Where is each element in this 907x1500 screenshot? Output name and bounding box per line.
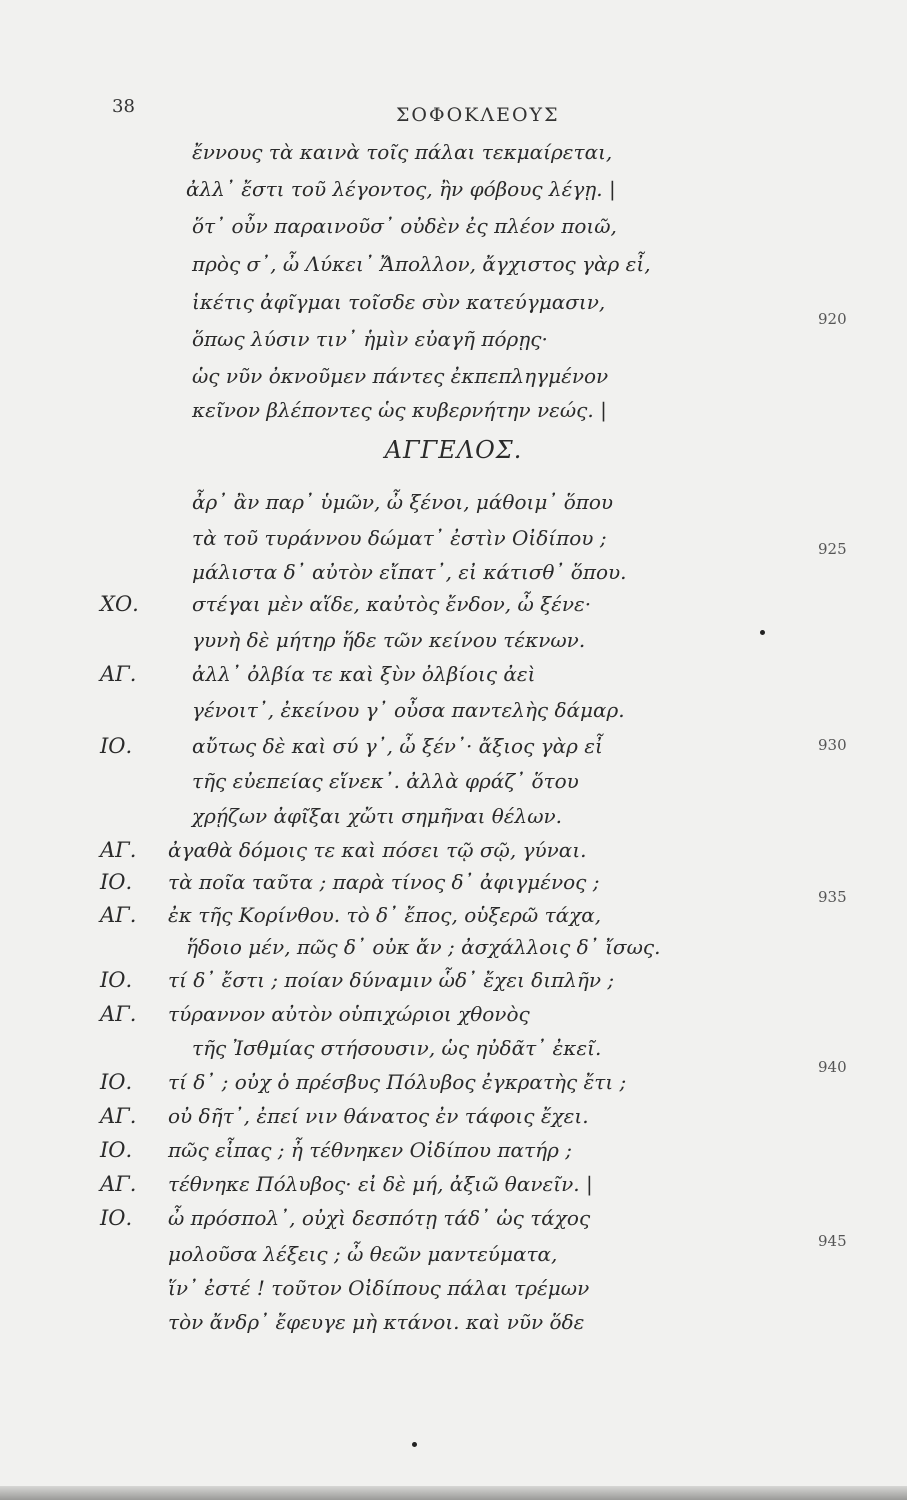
verse-text: τὰ τοῦ τυράννου δώματ᾽ ἐστὶν Οἰδίπου ; [192,526,607,550]
speaker-label: ΧΟ. [100,592,139,616]
speaker-label: ΑΓ. [100,903,137,927]
verse-line [0,490,907,522]
line-number: 920 [818,310,847,328]
verse-text: ὦ πρόσπολ᾽, οὐχὶ δεσπότῃ τάδ᾽ ὡς τάχος [168,1206,591,1230]
verse-line [0,1242,907,1274]
verse-text: κεῖνον βλέποντες ὡς κυβερνήτην νεώς. | [192,398,607,422]
verse-line [0,1002,907,1034]
verse-text: χρῄζων ἀφῖξαι χὤτι σημῆναι θέλων. [192,804,563,828]
speaker-label: ΙΟ. [100,870,133,894]
verse-text: ἐκ τῆς Κορίνθου. τὸ δ᾽ ἔπος, οὑξερῶ τάχα, [168,903,602,927]
verse-text: πρὸς σ᾽, ὦ Λύκει᾽ Ἄπολλον, ἄγχιστος γὰρ εἶ, [192,252,651,276]
speaker-label: ΑΓ. [100,1104,137,1128]
line-number: 930 [818,736,847,754]
verse-line [0,734,907,766]
verse-text: ἀλλ᾽ ὀλβία τε καὶ ξὺν ὀλβίοις ἀεὶ [192,662,536,686]
verse-text: τῆς εὐεπείας εἵνεκ᾽. ἀλλὰ φράζ᾽ ὅτου [192,769,579,793]
verse-line [0,662,907,694]
verse-text: τὸν ἄνδρ᾽ ἔφευγε μὴ κτάνοι. καὶ νῦν ὅδε [168,1310,585,1334]
speaker-label: ΙΟ. [100,1206,133,1230]
verse-text: μολοῦσα λέξεις ; ὦ θεῶν μαντεύματα, [168,1242,558,1266]
speaker-heading: ΑΓΓΕΛΟΣ. [384,436,523,464]
verse-line [0,526,907,558]
speaker-label: ΙΟ. [100,734,133,758]
speaker-label: ΙΟ. [100,1070,133,1094]
verse-text: τέθνηκε Πόλυβος· εἰ δὲ μή, ἀξιῶ θανεῖν. | [168,1172,593,1196]
verse-text: ἔννους τὰ καινὰ τοῖς πάλαι τεκμαίρεται, [192,140,613,164]
verse-text: ὅτ᾽ οὖν παραινοῦσ᾽ οὐδὲν ἐς πλέον ποιῶ, [192,214,617,238]
verse-text: ἀγαθὰ δόμοις τε καὶ πόσει τῷ σῷ, γύναι. [168,838,587,862]
verse-line [0,1070,907,1102]
verse-line [0,903,907,935]
verse-line [0,1276,907,1308]
ink-speck [412,1442,417,1447]
verse-text: ἀλλ᾽ ἔστι τοῦ λέγοντος, ἢν φόβους λέγῃ. | [186,177,616,201]
verse-text: τί δ᾽ ἔστι ; ποίαν δύναμιν ὧδ᾽ ἔχει διπλῆν ; [168,968,615,992]
verse-line [0,290,907,328]
verse-text: στέγαι μὲν αἵδε, καὐτὸς ἔνδον, ὦ ξένε· [192,592,592,616]
verse-line [0,140,907,172]
line-number: 935 [818,888,847,906]
verse-text: ἆρ᾽ ἂν παρ᾽ ὑμῶν, ὦ ξένοι, μάθοιμ᾽ ὅπου [192,490,614,514]
verse-line [0,592,907,624]
speaker-label: ΑΓ. [100,838,137,862]
verse-line [0,364,907,396]
verse-line [0,628,907,660]
verse-line [0,252,907,284]
line-number: 945 [818,1232,847,1250]
verse-line [0,177,907,209]
verse-text: μάλιστα δ᾽ αὐτὸν εἴπατ᾽, εἰ κάτισθ᾽ ὅπου. [192,560,627,584]
line-number: 940 [818,1058,847,1076]
verse-text: τύραννον αὐτὸν οὑπιχώριοι χθονὸς [168,1002,530,1026]
verse-line [0,1036,907,1076]
verse-line [0,560,907,592]
verse-text: οὐ δῆτ᾽, ἐπεί νιν θάνατος ἐν τάφοις ἔχει. [168,1104,589,1128]
verse-text: τί δ᾽ ; οὐχ ὁ πρέσβυς Πόλυβος ἐγκρατὴς ἔτι ; [168,1070,627,1094]
verse-text: ἥδοιο μέν, πῶς δ᾽ οὐκ ἄν ; ἀσχάλλοις δ᾽ ἴσως. [186,935,661,959]
verse-line [0,1104,907,1136]
page-bottom-edge [0,1486,907,1500]
verse-text: αὔτως δὲ καὶ σύ γ᾽, ὦ ξέν᾽· ἄξιος γὰρ εἶ [192,734,603,758]
verse-line [0,327,907,359]
page-number: 38 [112,96,135,117]
verse-line [0,968,907,1000]
verse-text: ἱκέτις ἀφῖγμαι τοῖσδε σὺν κατεύγμασιν, [192,290,606,314]
verse-line [0,1310,907,1342]
verse-text: ἵν᾽ ἐστέ ! τοῦτον Οἰδίπους πάλαι τρέμων [168,1276,590,1300]
verse-text: πῶς εἶπας ; ἦ τέθνηκεν Οἰδίπου πατήρ ; [168,1138,572,1162]
speaker-label: ΑΓ. [100,1002,137,1026]
verse-text: ὡς νῦν ὀκνοῦμεν πάντες ἐκπεπληγμένον [192,364,609,388]
verse-line [0,769,907,801]
verse-line [0,398,907,430]
verse-line [0,838,907,870]
verse-line [0,870,907,906]
line-number: 925 [818,540,847,558]
verse-line [0,1206,907,1250]
speaker-label: ΙΟ. [100,968,133,992]
speaker-label: ΑΓ. [100,662,137,686]
verse-line [0,214,907,246]
verse-line [0,1138,907,1170]
speaker-label: ΑΓ. [100,1172,137,1196]
verse-text: τὰ ποῖα ταῦτα ; παρὰ τίνος δ᾽ ἀφιγμένος ; [168,870,600,894]
verse-text: τῆς Ἰσθμίας στήσουσιν, ὡς ηὐδᾶτ᾽ ἐκεῖ. [192,1036,602,1060]
verse-line [0,1172,907,1204]
speaker-label: ΙΟ. [100,1138,133,1162]
verse-text: γένοιτ᾽, ἐκείνου γ᾽ οὖσα παντελὴς δάμαρ. [192,698,625,722]
verse-line [0,935,907,967]
ink-speck [760,630,765,635]
running-head: ΣΟΦΟΚΛΕΟΥΣ [396,104,560,126]
verse-text: γυνὴ δὲ μήτηρ ἥδε τῶν κείνου τέκνων. [192,628,586,652]
verse-line [0,804,907,836]
verse-text: ὅπως λύσιν τιν᾽ ἡμὶν εὐαγῆ πόρῃς· [192,327,548,351]
